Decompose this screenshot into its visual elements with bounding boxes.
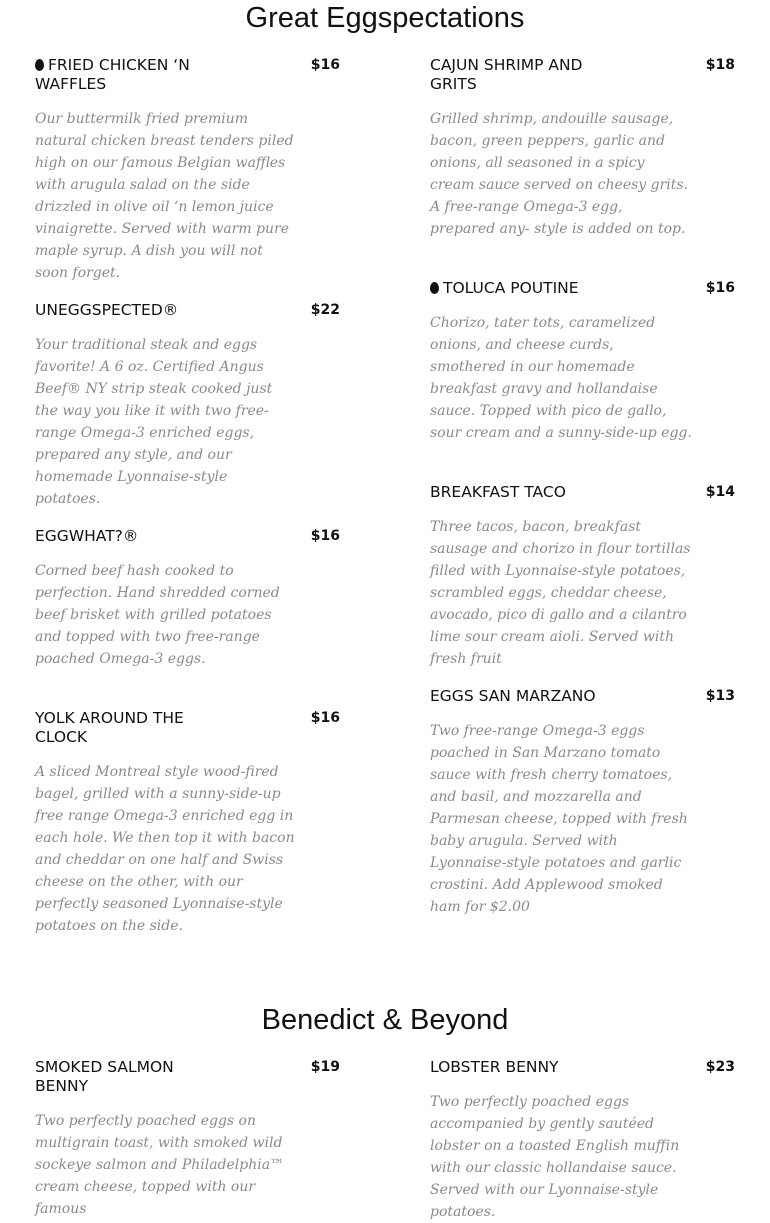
menu-item [35, 301, 340, 510]
section-title-benedict-and-beyond: Benedict & Beyond [261, 1004, 509, 1036]
menu-item-name: SMOKED SALMON BENNY [35, 1058, 174, 1095]
menu-item-description: Our buttermilk fried premium natural chicken breast tenders piled high on our famous Belgian waffles with arugula salad on the side drizzled in olive oil ‘n lemon juice vinaigrette. Served with warm pure maple syrup. A dish you will not soon forget. [35, 111, 294, 281]
menu-item-price: $22 [310, 302, 340, 318]
menu-item-name: EGGS SAN MARZANO [430, 687, 596, 705]
menu-item-name: BREAKFAST TACO [430, 483, 566, 501]
menu-item-name: YOLK AROUND THE CLOCK [35, 709, 184, 746]
menu-item-name: TOLUCA POUTINE [430, 279, 630, 298]
menu-item-description: A sliced Montreal style wood-fired bagel, grilled with a sunny-side-up free range Omega-3 enriched egg in each hole. We then top it with bacon and cheddar on one half and Swiss cheese on the other, with our perfectly seasoned Lyonnaise-style potatoes on the side. [35, 764, 295, 934]
menu-item-name: EGGWHAT?® [35, 527, 139, 545]
menu-item-name: CAJUN SHRIMP AND GRITS [430, 56, 583, 93]
menu-item [430, 56, 735, 240]
menu-item [35, 56, 340, 284]
menu-item-name: FRIED CHICKEN ‘N WAFFLES [35, 56, 190, 93]
leaf-icon [430, 282, 439, 294]
menu-item [430, 687, 735, 918]
menu-item [430, 279, 735, 444]
menu-item-price: $19 [310, 1059, 340, 1075]
menu-item-price: $16 [705, 280, 735, 296]
menu-item [430, 1058, 735, 1223]
menu-item [430, 483, 735, 670]
menu-item-description: Two perfectly poached eggs accompanied by gently sautéed lobster on a toasted English muffin with our classic hollandaise sauce. Served with our Lyonnaise-style potatoes. [430, 1094, 680, 1220]
menu-item-description: Your traditional steak and eggs favorite! A 6 oz. Certified Angus Beef® NY strip steak cooked just the way you like it with two free-range Omega-3 enriched eggs, prepared any style, and our homemade Lyonnaise-style potatoes. [35, 337, 273, 507]
menu-item-description: Grilled shrimp, andouille sausage, bacon, green peppers, garlic and onions, all seasoned in a spicy cream sauce served on cheesy grits. A free-range Omega-3 egg, prepared any- style is added on top. [430, 111, 689, 237]
menu-item [35, 527, 340, 670]
menu-item-description: Two perfectly poached eggs on multigrain toast, with smoked wild sockeye salmon and Philadelphia™ cream cheese, topped with our famous [35, 1113, 285, 1217]
leaf-icon [35, 59, 44, 71]
menu-item-description: Three tacos, bacon, breakfast sausage and chorizo in flour tortillas filled with Lyonnaise-style potatoes, scrambled eggs, cheddar cheese, avocado, pico di gallo and a cilantro lime sour cream aioli. Served with fresh fruit [430, 519, 691, 667]
menu-item [35, 709, 340, 937]
section-title-great-eggspectations: Great Eggspectations [245, 2, 525, 34]
menu-item-description: Two free-range Omega-3 eggs poached in San Marzano tomato sauce with fresh cherry tomatoes, and basil, and mozzarella and Parmesan cheese, topped with fresh baby arugula. Served with Lyonnaise-style potatoes and garlic crostini. Add Applewood smoked ham for $2.00 [430, 723, 688, 915]
menu-item-price: $23 [705, 1059, 735, 1075]
menu-item-description: Chorizo, tater tots, caramelized onions, and cheese curds, smothered in our homemade breakfast gravy and hollandaise sauce. Topped with pico de gallo, sour cream and a sunny-side-up egg. [430, 315, 692, 441]
menu-item-price: $16 [310, 57, 340, 73]
menu-item-price: $16 [310, 710, 340, 726]
menu-item-name: UNEGGSPECTED® [35, 301, 179, 319]
menu-item [35, 1058, 340, 1220]
menu-item-name: LOBSTER BENNY [430, 1058, 559, 1076]
menu-item-price: $14 [705, 484, 735, 500]
menu-item-price: $13 [705, 688, 735, 704]
menu-item-price: $18 [705, 57, 735, 73]
menu-item-description: Corned beef hash cooked to perfection. Hand shredded corned beef brisket with grilled potatoes and topped with two free-range poached Omega-3 eggs. [35, 563, 280, 667]
menu-item-price: $16 [310, 528, 340, 544]
